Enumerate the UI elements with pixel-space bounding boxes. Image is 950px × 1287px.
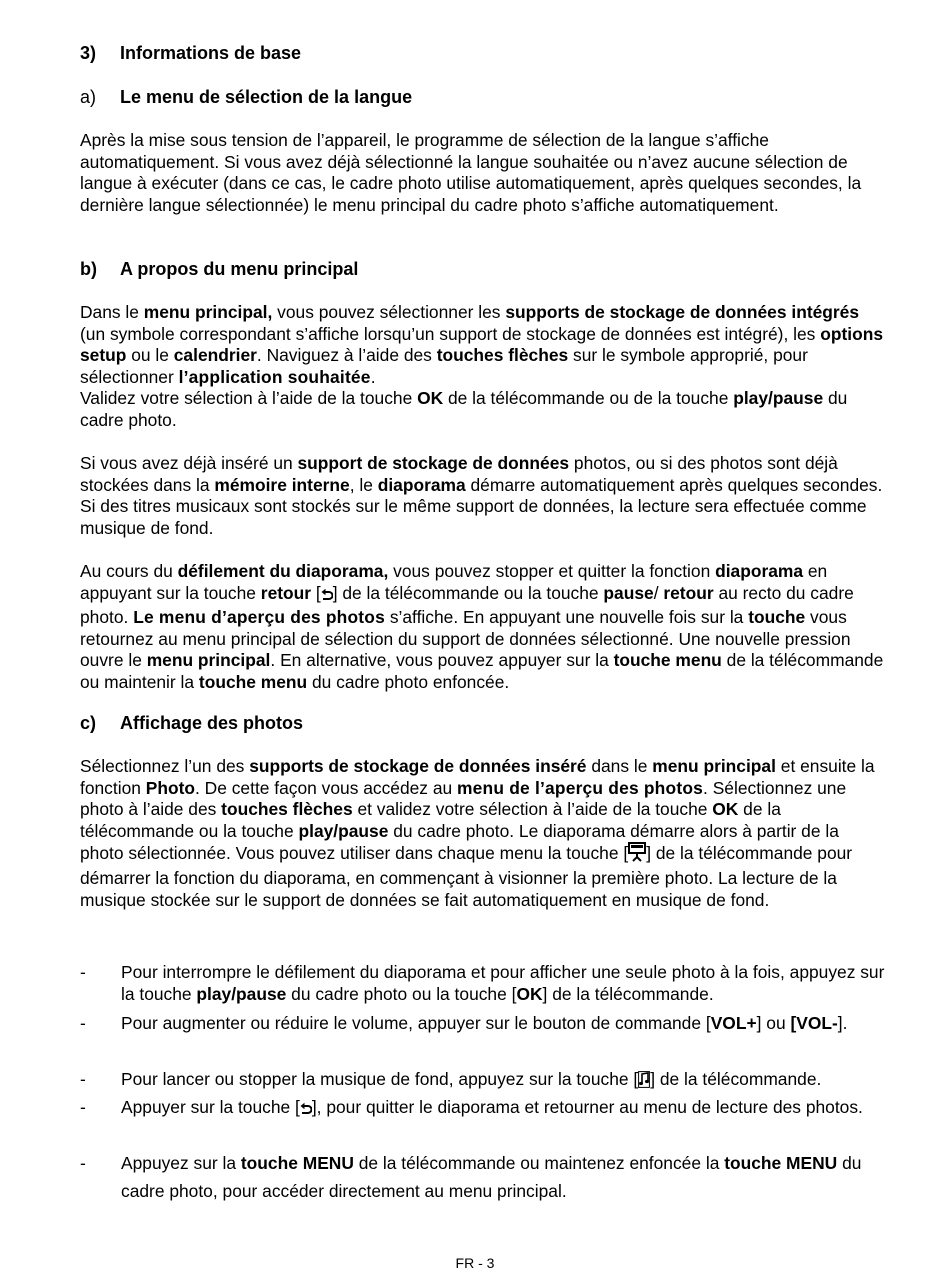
- subsection-c-title: Affichage des photos: [120, 713, 304, 733]
- bullet-item: - Pour lancer ou stopper la musique de fond, appuyez sur la touche [ ] de la télécommande.: [80, 1065, 886, 1096]
- subsection-a-letter: a): [80, 87, 97, 107]
- paragraph-a1: Après la mise sous tension de l’appareil, le programme de sélection de la langue s’affiche automatiquement. Si vous avez déjà sélectionné la langue souhaitée ou n’avez aucune sélection de langue à exécuter (dans ce cas, le cadre photo utilise automatiquement, après quelques secondes, la dernière langue sélectionnée) le menu principal du cadre photo s’affiche automatiquement.: [80, 130, 862, 215]
- slideshow-icon: [628, 842, 646, 868]
- bullet-item: - Appuyer sur la touche [ ], pour quitter le diaporama et retourner au menu de lecture des photos.: [80, 1093, 886, 1124]
- section-title: Informations de base: [120, 43, 302, 63]
- section-number: 3): [80, 43, 97, 63]
- subsection-b-letter: b): [80, 259, 97, 279]
- section-heading: [80, 42, 301, 64]
- paragraph-b1: Dans le menu principal, vous pouvez sélectionner les supports de stockage de données intégrés (un symbole correspondant s’affiche lorsqu’un support de stockage de données est intégré), les options setup ou le calendrier. Naviguez à l’aide des touches flèches sur le symbole approprié, pour sélectionner l’application souhaitée. Validez votre sélection à l’aide de la touche OK de la télécommande ou de la touche play/pause du cadre photo.: [80, 302, 883, 430]
- paragraph-b3: Au cours du défilement du diaporama, vous pouvez stopper et quitter la fonction diaporama en appuyant sur la touche retour [ ] de la télécommande ou la touche pause/ retour au recto du cadre photo. Le menu d’aperçu des photos s’affiche. En appuyant une nouvelle fois sur la touche vous retournez au menu principal de sélection du support de données sélectionné. Une nouvelle pression ouvre le menu principal. En alternative, vous pouvez appuyer sur la touche menu de la télécommande ou maintenir la touche menu du cadre photo enfoncée.: [80, 561, 884, 692]
- subsection-c-letter: c): [80, 713, 97, 733]
- subsection-b-heading: [80, 258, 358, 280]
- paragraph-c1: Sélectionnez l’un des supports de stockage de données inséré dans le menu principal et ensuite la fonction Photo. De cette façon vous accédez au menu de l’aperçu des photos. Sélectionnez une photo à l’aide des touches flèches et validez votre sélection à l’aide de la touche OK de la télécommande ou la touche play/pause du cadre photo. Le diaporama démarre alors à partir de la photo sélectionnée. Vous pouvez utiliser dans chaque menu la touche [ ] de la télécommande pour démarrer la fonction du diaporama, en commençant à visionner la première photo. La lecture de la musique stockée sur le support de données se fait automatiquement en musique de fond.: [80, 756, 875, 910]
- subsection-c-heading: [80, 712, 303, 734]
- return-arrow-icon: [321, 586, 333, 608]
- paragraph-b2: Si vous avez déjà inséré un support de stockage de données photos, ou si des photos sont déjà stockées dans la mémoire interne, le diaporama démarre automatiquement après quelques secondes. Si des titres musicaux sont stockés sur le même support de données, la lecture sera effectuée comme musique de fond.: [80, 453, 883, 538]
- bullet-item: - Pour augmenter ou réduire le volume, appuyer sur le bouton de commande [VOL+] ou [VOL-].: [80, 1013, 848, 1033]
- subsection-a-heading: [80, 86, 412, 108]
- subsection-b-title: A propos du menu principal: [120, 259, 359, 279]
- page-number: FR - 3: [455, 1255, 495, 1271]
- bullet-item: - Pour interrompre le défilement du diaporama et pour afficher une seule photo à la fois, appuyez sur la touche play/pause du cadre photo ou la touche [OK] de la télécommande.: [80, 962, 885, 1004]
- music-note-icon: [638, 1068, 650, 1096]
- subsection-a-title: Le menu de sélection de la langue: [120, 87, 413, 107]
- bullet-item: - Appuyez sur la touche MENU de la télécommande ou maintenez enfoncée la touche MENU du cadre photo, pour accéder directement au menu principal.: [80, 1153, 862, 1201]
- return-arrow-icon: [300, 1096, 312, 1124]
